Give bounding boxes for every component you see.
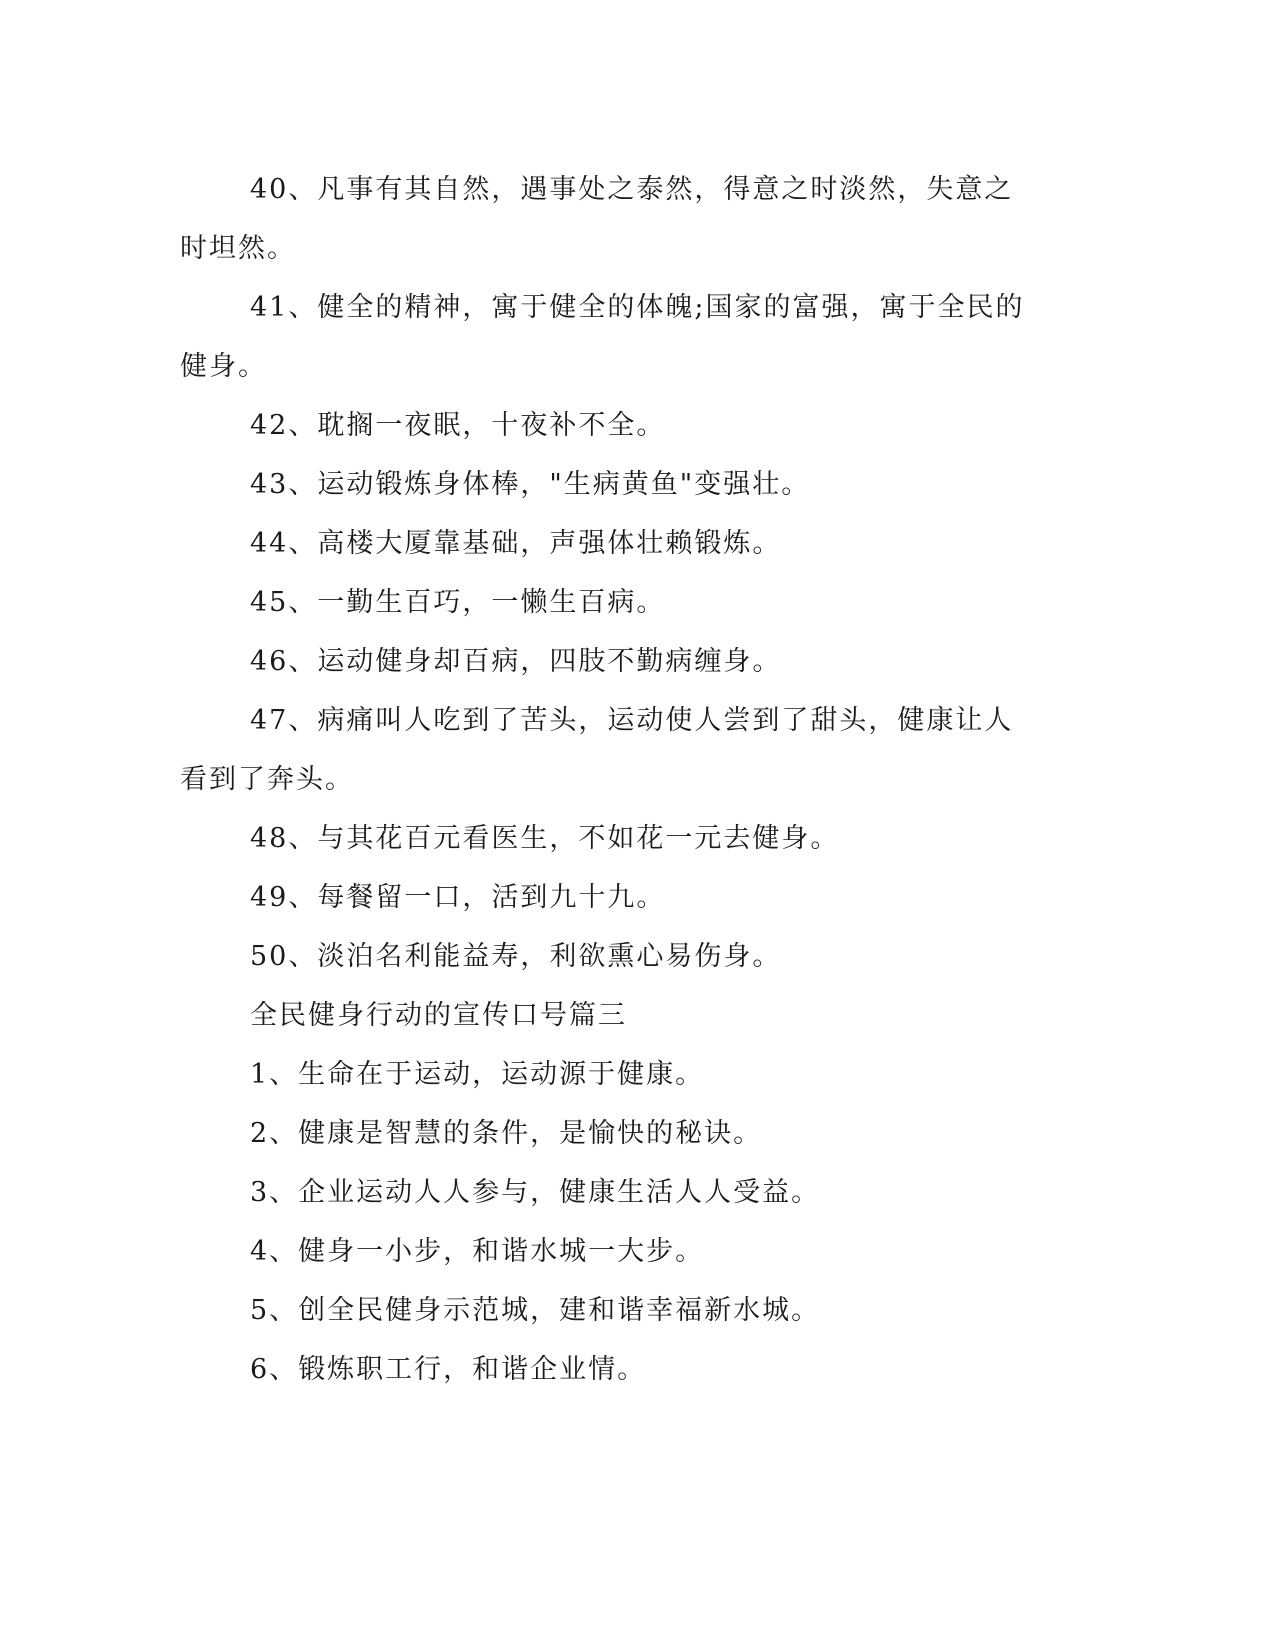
document-body	[180, 160, 1040, 1399]
paragraph-40: 40、凡事有其自然，遇事处之泰然，得意之时淡然，失意之时坦然。	[180, 174, 1014, 264]
paragraph-3: 3、企业运动人人参与，健康生活人人受益。	[250, 1177, 821, 1208]
paragraph-6: 6、锻炼职工行，和谐企业情。	[250, 1354, 647, 1385]
paragraph-44: 44、高楼大厦靠基础，声强体壮赖锻炼。	[250, 528, 782, 559]
paragraph-1: 1、生命在于运动，运动源于健康。	[250, 1059, 705, 1090]
section-heading: 全民健身行动的宣传口号篇三	[250, 1000, 627, 1031]
paragraph-4: 4、健身一小步，和谐水城一大步。	[250, 1236, 705, 1267]
paragraph-43: 43、运动锻炼身体棒，"生病黄鱼"变强壮。	[250, 469, 811, 500]
paragraph-49: 49、每餐留一口，活到九十九。	[250, 882, 666, 913]
paragraph-50: 50、淡泊名利能益寿，利欲熏心易伤身。	[250, 941, 782, 972]
paragraph-45: 45、一勤生百巧，一懒生百病。	[250, 587, 666, 618]
paragraph-48: 48、与其花百元看医生，不如花一元去健身。	[250, 823, 840, 854]
paragraph-5: 5、创全民健身示范城，建和谐幸福新水城。	[250, 1295, 821, 1326]
paragraph-46: 46、运动健身却百病，四肢不勤病缠身。	[250, 646, 782, 677]
paragraph-42: 42、耽搁一夜眠，十夜补不全。	[250, 410, 666, 441]
paragraph-47: 47、病痛叫人吃到了苦头，运动使人尝到了甜头，健康让人看到了奔头。	[180, 705, 1014, 795]
paragraph-2: 2、健康是智慧的条件，是愉快的秘诀。	[250, 1118, 763, 1149]
paragraph-41: 41、健全的精神，寓于健全的体魄;国家的富强，寓于全民的健身。	[180, 292, 1025, 382]
